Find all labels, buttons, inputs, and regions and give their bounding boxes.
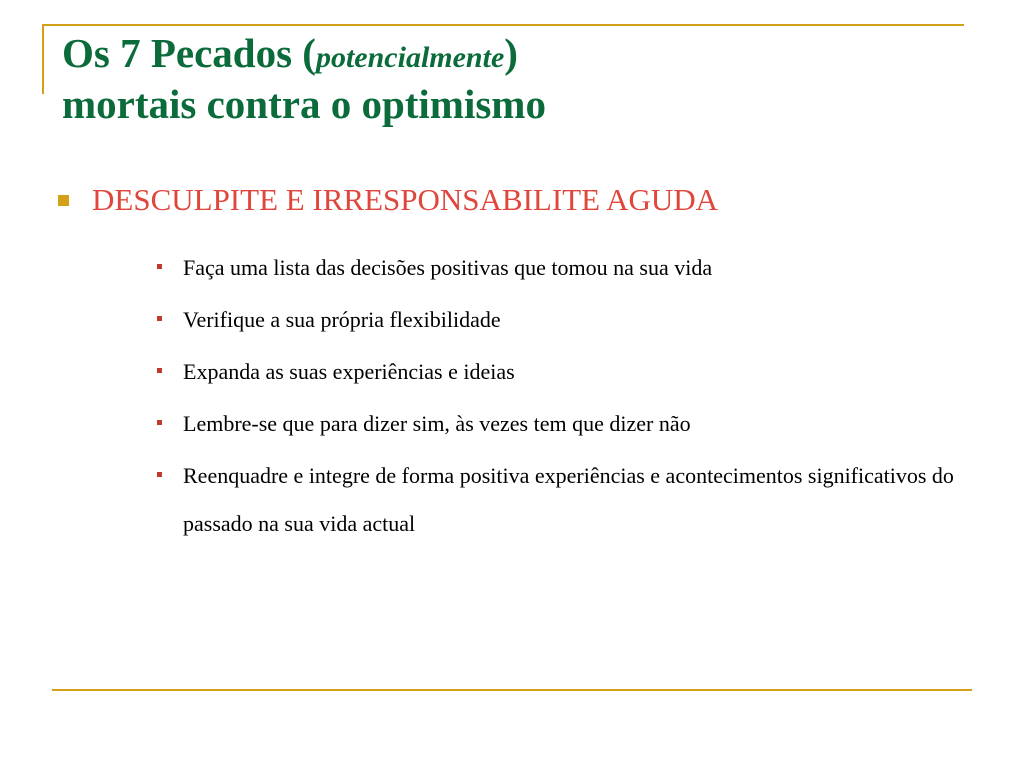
square-bullet-icon [58, 195, 69, 206]
small-square-bullet-icon [157, 420, 162, 425]
sub-bullet-item [155, 244, 995, 292]
sub-bullet-text: Verifique a sua própria flexibilidade [183, 307, 501, 332]
sub-bullet-item [155, 296, 995, 344]
frame-top-rule [42, 24, 964, 26]
small-square-bullet-icon [157, 472, 162, 477]
sub-bullet-item [155, 400, 995, 448]
sub-bullet-list [155, 244, 995, 552]
sub-bullet-item [155, 348, 995, 396]
sub-bullet-text: Reenquadre e integre de forma positiva experiências e acontecimentos significativos do passado na sua vida actual [183, 463, 954, 536]
main-bullet-text: DESCULPITE E IRRESPONSABILITE AGUDA [92, 182, 719, 217]
title-line1-suffix: ) [504, 30, 518, 76]
sub-bullet-text: Expanda as suas experiências e ideias [183, 359, 515, 384]
sub-bullet-text: Faça uma lista das decisões positivas que tomou na sua vida [183, 255, 713, 280]
slide-title [62, 30, 546, 127]
frame-left-rule [42, 24, 44, 94]
small-square-bullet-icon [157, 316, 162, 321]
small-square-bullet-icon [157, 368, 162, 373]
sub-bullet-item [155, 452, 995, 548]
frame-bottom-rule [52, 689, 972, 691]
title-line1-italic: potencialmente [315, 41, 505, 74]
small-square-bullet-icon [157, 264, 162, 269]
title-line2: mortais contra o optimismo [62, 81, 546, 127]
sub-bullet-text: Lembre-se que para dizer sim, às vezes tem que dizer não [183, 411, 691, 436]
title-line1-prefix: Os 7 Pecados ( [62, 30, 316, 76]
